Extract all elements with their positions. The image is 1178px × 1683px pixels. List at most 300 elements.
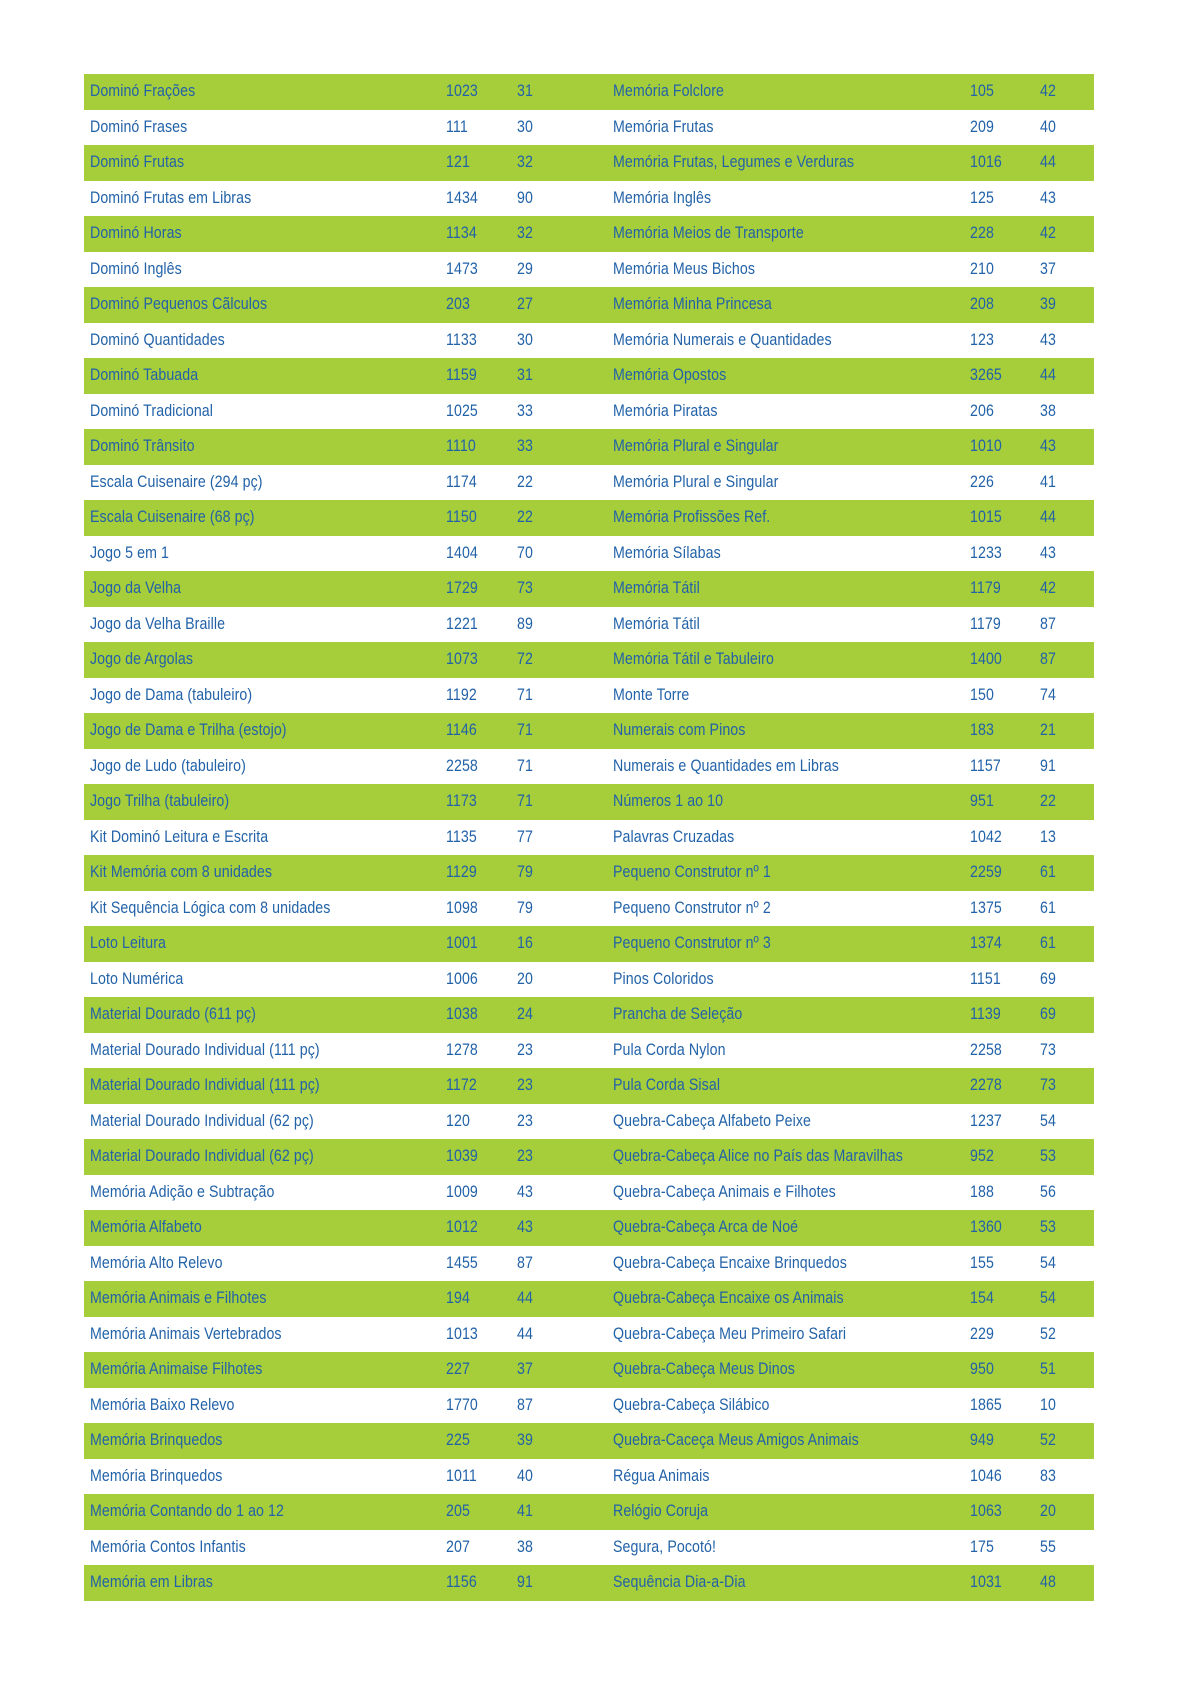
- product-name: Memória Opostos: [613, 366, 727, 384]
- product-name: Material Dourado Individual (62 pç): [90, 1147, 314, 1165]
- product-name: Quebra-Cabeça Animais e Filhotes: [613, 1182, 836, 1201]
- product-code: 1039: [446, 1147, 478, 1165]
- product-code: 1360: [970, 1218, 1002, 1236]
- table-row: [84, 429, 1094, 465]
- page-number: 43: [1040, 437, 1056, 455]
- table-row: [84, 1530, 1094, 1566]
- product-name: Material Dourado Individual (111 pç): [90, 1076, 320, 1094]
- product-name: Dominó Frases: [90, 117, 188, 136]
- product-code: 3265: [970, 366, 1002, 384]
- page-number: 74: [1040, 685, 1056, 704]
- table-row: [84, 1139, 1094, 1175]
- page-number: 91: [517, 1573, 533, 1591]
- product-name: Escala Cuisenaire (294 pç): [90, 472, 263, 491]
- product-code: 1237: [970, 1111, 1002, 1130]
- product-code: 1173: [446, 792, 477, 810]
- table-row: [84, 820, 1094, 856]
- page-number: 54: [1040, 1289, 1056, 1307]
- product-name: Jogo Trilha (tabuleiro): [90, 792, 230, 810]
- table-row: [84, 1175, 1094, 1211]
- page-number: 71: [517, 792, 533, 810]
- product-code: 203: [446, 295, 470, 313]
- product-name: Memória Alfabeto: [90, 1218, 202, 1236]
- product-code: 1473: [446, 259, 478, 278]
- product-name: Jogo da Velha: [90, 579, 182, 597]
- page-number: 55: [1040, 1537, 1056, 1556]
- product-name: Memória Plural e Singular: [613, 472, 779, 491]
- product-code: 1016: [970, 153, 1002, 171]
- page-number: 44: [1040, 153, 1056, 171]
- product-code: 208: [970, 295, 994, 313]
- page-number: 42: [1040, 82, 1056, 100]
- page-number: 79: [517, 863, 533, 881]
- page-number: 10: [1040, 1395, 1056, 1414]
- page-number: 91: [1040, 756, 1056, 775]
- page-number: 13: [1040, 827, 1056, 846]
- product-name: Memória Contos Infantis: [90, 1537, 246, 1556]
- product-name: Kit Memória com 8 unidades: [90, 863, 273, 881]
- product-code: 1011: [446, 1466, 477, 1485]
- product-name: Dominó Tabuada: [90, 366, 199, 384]
- product-code: 1006: [446, 969, 478, 988]
- product-code: 207: [446, 1537, 470, 1556]
- page-number: 54: [1040, 1111, 1056, 1130]
- product-code: 1455: [446, 1253, 478, 1272]
- page-number: 43: [517, 1218, 533, 1236]
- product-code: 1233: [970, 543, 1002, 562]
- table-row: [84, 287, 1094, 323]
- product-code: 1770: [446, 1395, 478, 1414]
- product-name: Dominó Tradicional: [90, 401, 214, 420]
- page-number: 53: [1040, 1147, 1056, 1165]
- product-code: 1179: [970, 579, 1001, 597]
- product-code: 210: [970, 259, 994, 278]
- product-name: Segura, Pocotó!: [613, 1537, 717, 1556]
- page-number: 32: [517, 153, 533, 171]
- table-row: [84, 891, 1094, 927]
- page-number: 44: [517, 1289, 533, 1307]
- page-number: 40: [1040, 117, 1056, 136]
- page-number: 42: [1040, 579, 1056, 597]
- product-code: 1025: [446, 401, 478, 420]
- page-number: 41: [517, 1502, 533, 1520]
- product-code: 150: [970, 685, 994, 704]
- page-number: 44: [1040, 366, 1056, 384]
- table-row: [84, 1388, 1094, 1424]
- product-code: 227: [446, 1360, 470, 1378]
- product-code: 111: [446, 117, 468, 136]
- product-code: 194: [446, 1289, 470, 1307]
- page-number: 22: [1040, 792, 1056, 810]
- product-code: 1013: [446, 1324, 478, 1343]
- product-name: Material Dourado (611 pç): [90, 1005, 256, 1023]
- page-number: 72: [517, 650, 533, 668]
- product-name: Quebra-Cabeça Meus Dinos: [613, 1360, 795, 1378]
- page-number: 90: [517, 188, 533, 207]
- product-name: Quebra-Cabeça Arca de Noé: [613, 1218, 799, 1236]
- page-number: 79: [517, 898, 533, 917]
- product-name: Memória Alto Relevo: [90, 1253, 223, 1272]
- product-code: 1221: [446, 614, 478, 633]
- page-number: 71: [517, 756, 533, 775]
- product-code: 1156: [446, 1573, 477, 1591]
- table-row: [84, 926, 1094, 962]
- product-name: Memória Tátil: [613, 614, 700, 633]
- table-row: [84, 536, 1094, 572]
- product-code: 1073: [446, 650, 478, 668]
- product-name: Memória Profissões Ref.: [613, 508, 771, 526]
- page-number: 71: [517, 685, 533, 704]
- page-number: 51: [1040, 1360, 1056, 1378]
- product-name: Pula Corda Nylon: [613, 1040, 726, 1059]
- product-code: 1375: [970, 898, 1002, 917]
- product-code: 2278: [970, 1076, 1002, 1094]
- product-code: 1135: [446, 827, 477, 846]
- product-code: 1146: [446, 721, 477, 739]
- table-row: [84, 1459, 1094, 1495]
- product-name: Memória Adição e Subtração: [90, 1182, 275, 1201]
- product-code: 1374: [970, 934, 1002, 952]
- product-name: Kit Dominó Leitura e Escrita: [90, 827, 269, 846]
- page-number: 22: [517, 472, 533, 491]
- product-code: 1001: [446, 934, 478, 952]
- product-name: Pula Corda Sisal: [613, 1076, 721, 1094]
- page-number: 73: [1040, 1076, 1056, 1094]
- product-name: Palavras Cruzadas: [613, 827, 735, 846]
- product-code: 1192: [446, 685, 477, 704]
- product-name: Números 1 ao 10: [613, 792, 724, 810]
- page-number: 52: [1040, 1431, 1056, 1449]
- product-name: Quebra-Cabeça Silábico: [613, 1395, 770, 1414]
- product-name: Memória Contando do 1 ao 12: [90, 1502, 285, 1520]
- product-name: Jogo 5 em 1: [90, 543, 170, 562]
- page-number: 61: [1040, 898, 1056, 917]
- table-row: [84, 74, 1094, 110]
- table-row: [84, 784, 1094, 820]
- product-name: Memória Baixo Relevo: [90, 1395, 235, 1414]
- product-code: 206: [970, 401, 994, 420]
- page-number: 87: [1040, 650, 1056, 668]
- product-name: Numerais e Quantidades em Libras: [613, 756, 839, 775]
- product-name: Jogo de Argolas: [90, 650, 194, 668]
- page-number: 39: [517, 1431, 533, 1449]
- product-code: 1031: [970, 1573, 1002, 1591]
- page-number: 73: [517, 579, 533, 597]
- product-name: Memória Plural e Singular: [613, 437, 779, 455]
- product-name: Jogo de Dama (tabuleiro): [90, 685, 253, 704]
- page-number: 52: [1040, 1324, 1056, 1343]
- table-row: [84, 1068, 1094, 1104]
- product-name: Material Dourado Individual (111 pç): [90, 1040, 320, 1059]
- page-number: 89: [517, 614, 533, 633]
- page-number: 69: [1040, 1005, 1056, 1023]
- page-number: 73: [1040, 1040, 1056, 1059]
- product-name: Quebra-Cabeça Alfabeto Peixe: [613, 1111, 812, 1130]
- product-name: Memória Meus Bichos: [613, 259, 756, 278]
- product-code: 154: [970, 1289, 994, 1307]
- product-code: 2259: [970, 863, 1002, 881]
- page-number: 87: [1040, 614, 1056, 633]
- table-row: [84, 1352, 1094, 1388]
- page-number: 23: [517, 1147, 533, 1165]
- product-name: Memória Tátil e Tabuleiro: [613, 650, 774, 668]
- product-name: Dominó Trânsito: [90, 437, 195, 455]
- product-name: Loto Numérica: [90, 969, 184, 988]
- table-row: [84, 465, 1094, 501]
- table-row: [84, 678, 1094, 714]
- page-number: 83: [1040, 1466, 1056, 1485]
- product-code: 1174: [446, 472, 477, 491]
- table-row: [84, 323, 1094, 359]
- product-name: Numerais com Pinos: [613, 721, 746, 739]
- product-name: Dominó Frutas: [90, 153, 185, 171]
- product-name: Pequeno Construtor nº 2: [613, 898, 771, 917]
- product-code: 1009: [446, 1182, 478, 1201]
- product-name: Dominó Horas: [90, 224, 182, 242]
- product-code: 209: [970, 117, 994, 136]
- product-code: 229: [970, 1324, 994, 1343]
- product-code: 121: [446, 153, 470, 171]
- product-name: Memória Numerais e Quantidades: [613, 330, 832, 349]
- product-name: Loto Leitura: [90, 934, 166, 952]
- product-name: Memória Tátil: [613, 579, 700, 597]
- product-code: 951: [970, 792, 994, 810]
- product-name: Memória Meios de Transporte: [613, 224, 804, 242]
- product-name: Régua Animais: [613, 1466, 710, 1485]
- page-number: 54: [1040, 1253, 1056, 1272]
- product-code: 1110: [446, 437, 476, 455]
- product-code: 1046: [970, 1466, 1002, 1485]
- product-code: 1063: [970, 1502, 1002, 1520]
- page-number: 20: [1040, 1502, 1056, 1520]
- page-number: 16: [517, 934, 533, 952]
- table-row: [84, 1033, 1094, 1069]
- page-number: 37: [517, 1360, 533, 1378]
- product-code: 1278: [446, 1040, 478, 1059]
- page-number: 31: [517, 82, 533, 100]
- product-code: 2258: [970, 1040, 1002, 1059]
- page-number: 21: [1040, 721, 1056, 739]
- product-name: Monte Torre: [613, 685, 690, 704]
- product-code: 1400: [970, 650, 1002, 668]
- product-code: 1434: [446, 188, 478, 207]
- page-number: 56: [1040, 1182, 1056, 1201]
- page-number: 39: [1040, 295, 1056, 313]
- page-number: 61: [1040, 934, 1056, 952]
- product-code: 175: [970, 1537, 994, 1556]
- page-number: 53: [1040, 1218, 1056, 1236]
- product-name: Memória Animaise Filhotes: [90, 1360, 263, 1378]
- product-code: 1129: [446, 863, 477, 881]
- product-code: 950: [970, 1360, 994, 1378]
- product-name: Memória Brinquedos: [90, 1431, 223, 1449]
- page-number: 30: [517, 117, 533, 136]
- product-code: 1172: [446, 1076, 477, 1094]
- page-number: 24: [517, 1005, 533, 1023]
- table-row: [84, 642, 1094, 678]
- product-code: 1042: [970, 827, 1002, 846]
- product-name: Memória Animais e Filhotes: [90, 1289, 267, 1307]
- page-number: 33: [517, 401, 533, 420]
- page-number: 43: [1040, 543, 1056, 562]
- product-name: Memória Folclore: [613, 82, 724, 100]
- product-code: 1023: [446, 82, 478, 100]
- page-number: 37: [1040, 259, 1056, 278]
- page-number: 43: [517, 1182, 533, 1201]
- product-name: Pinos Coloridos: [613, 969, 714, 988]
- page-number: 44: [517, 1324, 533, 1343]
- product-name: Dominó Quantidades: [90, 330, 225, 349]
- product-code: 123: [970, 330, 994, 349]
- product-name: Memória em Libras: [90, 1573, 213, 1591]
- product-code: 225: [446, 1431, 470, 1449]
- product-name: Dominó Frutas em Libras: [90, 188, 252, 207]
- product-name: Memória Sílabas: [613, 543, 721, 562]
- product-code: 105: [970, 82, 994, 100]
- table-row: [84, 1210, 1094, 1246]
- page-number: 29: [517, 259, 533, 278]
- table-row: [84, 571, 1094, 607]
- page-number: 71: [517, 721, 533, 739]
- table-row: [84, 252, 1094, 288]
- product-name: Jogo de Ludo (tabuleiro): [90, 756, 246, 775]
- page-number: 44: [1040, 508, 1056, 526]
- product-name: Prancha de Seleção: [613, 1005, 743, 1023]
- table-row: [84, 216, 1094, 252]
- page-number: 23: [517, 1040, 533, 1059]
- product-name: Jogo da Velha Braille: [90, 614, 226, 633]
- product-code: 2258: [446, 756, 478, 775]
- product-code: 228: [970, 224, 994, 242]
- product-code: 949: [970, 1431, 994, 1449]
- product-name: Quebra-Cabeça Alice no País das Maravilhas: [613, 1147, 903, 1165]
- product-name: Quebra-Cabeça Encaixe os Animais: [613, 1289, 844, 1307]
- page-number: 43: [1040, 330, 1056, 349]
- product-name: Memória Frutas, Legumes e Verduras: [613, 153, 855, 171]
- page-number: 87: [517, 1395, 533, 1414]
- table-row: [84, 1246, 1094, 1282]
- table-row: [84, 1494, 1094, 1530]
- product-name: Quebra-Caceça Meus Amigos Animais: [613, 1431, 859, 1449]
- table-row: [84, 110, 1094, 146]
- product-code: 1159: [446, 366, 477, 384]
- table-row: [84, 1281, 1094, 1317]
- product-name: Pequeno Construtor nº 3: [613, 934, 771, 952]
- page-number: 70: [517, 543, 533, 562]
- product-code: 1038: [446, 1005, 478, 1023]
- product-name: Material Dourado Individual (62 pç): [90, 1111, 314, 1130]
- page-number: 20: [517, 969, 533, 988]
- product-name: Dominó Inglês: [90, 259, 182, 278]
- product-code: 120: [446, 1111, 470, 1130]
- page-number: 87: [517, 1253, 533, 1272]
- page-number: 69: [1040, 969, 1056, 988]
- table-row: [84, 962, 1094, 998]
- table-row: [84, 500, 1094, 536]
- product-name: Memória Animais Vertebrados: [90, 1324, 282, 1343]
- table-row: [84, 997, 1094, 1033]
- page-number: 23: [517, 1076, 533, 1094]
- product-code: 183: [970, 721, 994, 739]
- page-number: 23: [517, 1111, 533, 1130]
- product-name: Relógio Coruja: [613, 1502, 709, 1520]
- table-row: [84, 1565, 1094, 1601]
- product-code: 1865: [970, 1395, 1002, 1414]
- product-code: 125: [970, 188, 994, 207]
- table-row: [84, 394, 1094, 430]
- product-code: 1098: [446, 898, 478, 917]
- product-code: 1015: [970, 508, 1002, 526]
- product-code: 188: [970, 1182, 994, 1201]
- page-number: 33: [517, 437, 533, 455]
- table-row: [84, 1317, 1094, 1353]
- product-code: 1010: [970, 437, 1002, 455]
- product-code: 1179: [970, 614, 1001, 633]
- table-row: [84, 1423, 1094, 1459]
- page-number: 48: [1040, 1573, 1056, 1591]
- product-name: Dominó Frações: [90, 82, 196, 100]
- product-name: Memória Minha Princesa: [613, 295, 772, 313]
- product-code: 1404: [446, 543, 478, 562]
- product-code: 155: [970, 1253, 994, 1272]
- page-number: 41: [1040, 472, 1056, 491]
- product-name: Memória Inglês: [613, 188, 712, 207]
- page-number: 27: [517, 295, 533, 313]
- table-row: [84, 749, 1094, 785]
- table-row: [84, 181, 1094, 217]
- page-number: 38: [1040, 401, 1056, 420]
- product-name: Quebra-Cabeça Meu Primeiro Safari: [613, 1324, 847, 1343]
- page-number: 43: [1040, 188, 1056, 207]
- product-name: Memória Frutas: [613, 117, 714, 136]
- product-name: Pequeno Construtor nº 1: [613, 863, 771, 881]
- product-code: 226: [970, 472, 994, 491]
- table-row: [84, 607, 1094, 643]
- product-code: 1133: [446, 330, 477, 349]
- product-name: Kit Sequência Lógica com 8 unidades: [90, 898, 331, 917]
- table-row: [84, 713, 1094, 749]
- table-row: [84, 358, 1094, 394]
- product-code: 952: [970, 1147, 994, 1165]
- product-name: Sequência Dia-a-Dia: [613, 1573, 746, 1591]
- product-name: Jogo de Dama e Trilha (estojo): [90, 721, 287, 739]
- page-number: 31: [517, 366, 533, 384]
- product-code: 205: [446, 1502, 470, 1520]
- product-name: Quebra-Cabeça Encaixe Brinquedos: [613, 1253, 847, 1272]
- page-number: 40: [517, 1466, 533, 1485]
- product-name: Dominó Pequenos Cãlculos: [90, 295, 268, 313]
- product-name: Escala Cuisenaire (68 pç): [90, 508, 255, 526]
- product-code: 1012: [446, 1218, 478, 1236]
- product-code: 1139: [970, 1005, 1001, 1023]
- table-row: [84, 145, 1094, 181]
- page-number: 77: [517, 827, 533, 846]
- product-name: Memória Brinquedos: [90, 1466, 223, 1485]
- product-index-table: [84, 74, 1094, 1601]
- page-number: 22: [517, 508, 533, 526]
- page-number: 42: [1040, 224, 1056, 242]
- page-number: 61: [1040, 863, 1056, 881]
- product-code: 1151: [970, 969, 1001, 988]
- page-number: 32: [517, 224, 533, 242]
- product-name: Memória Piratas: [613, 401, 718, 420]
- product-code: 1150: [446, 508, 477, 526]
- product-code: 1134: [446, 224, 477, 242]
- product-code: 1157: [970, 756, 1001, 775]
- table-row: [84, 1104, 1094, 1140]
- page-number: 38: [517, 1537, 533, 1556]
- product-code: 1729: [446, 579, 478, 597]
